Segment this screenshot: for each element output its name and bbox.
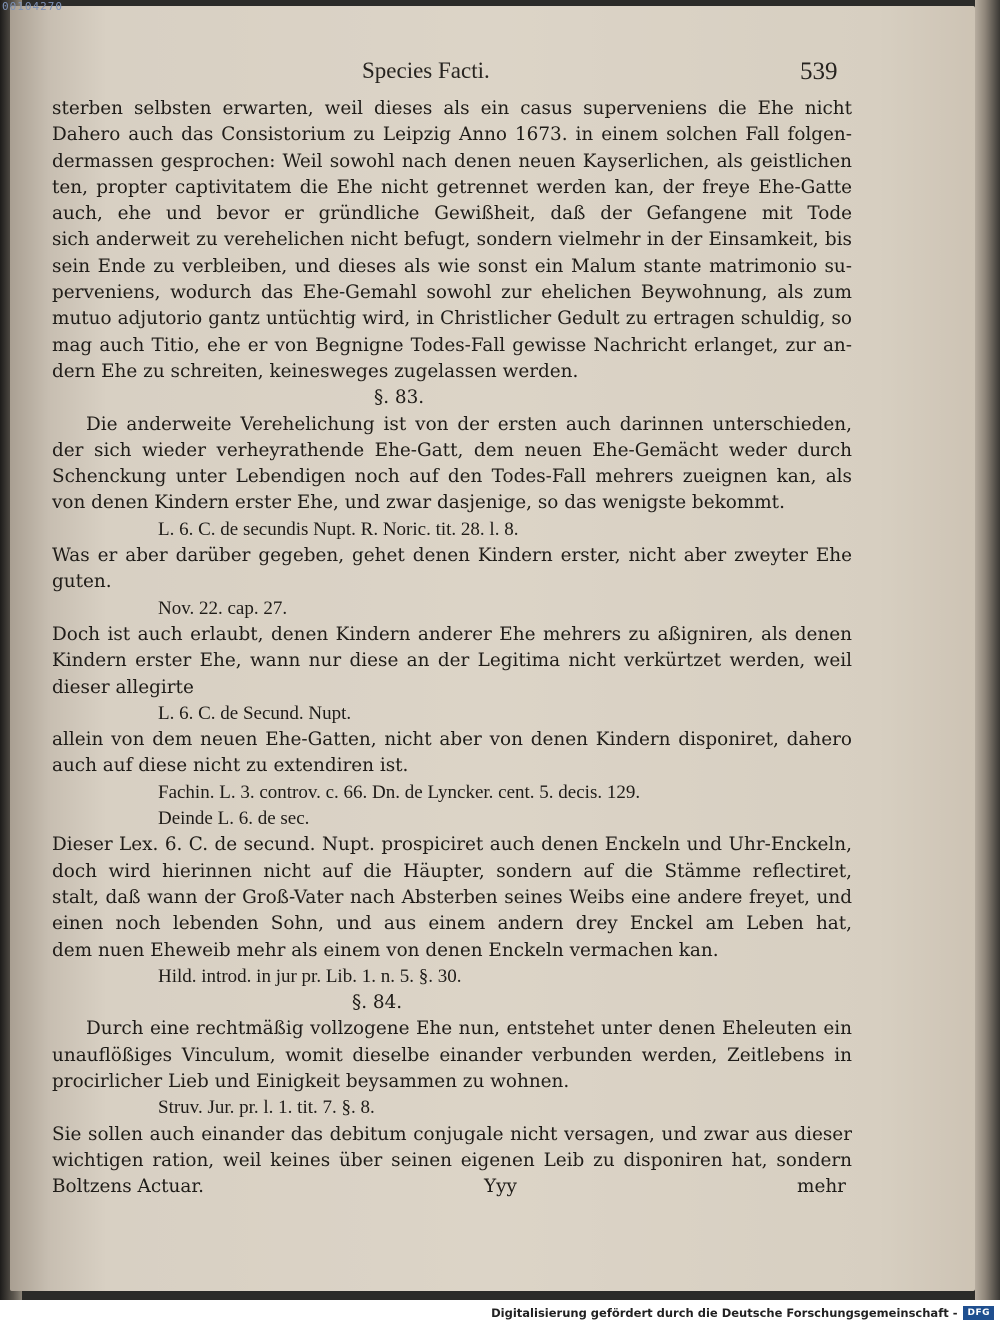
credit-text: Digitalisierung gefördert durch die Deutsche Forschungsgemeinschaft - bbox=[491, 1306, 958, 1320]
footer-signature: Boltzens Actuar. bbox=[52, 1176, 204, 1198]
text-line: doch wird hierinnen nicht auf die Häupter, sondern auf die Stämme reflectiret, bbox=[52, 860, 852, 882]
text-line: von denen Kindern erster Ehe, und zwar dasjenige, so das wenigste bekommt. bbox=[52, 492, 785, 514]
text-line: auch auf diese nicht zu extendiren ist. bbox=[52, 755, 409, 777]
text-line: Durch eine rechtmäßig vollzogene Ehe nun, entstehet unter denen Eheleuten ein bbox=[86, 1018, 852, 1040]
text-line: Nov. 22. cap. 27. bbox=[158, 597, 288, 619]
text-line: §. 83. bbox=[374, 387, 425, 409]
catchword: mehr bbox=[797, 1176, 846, 1198]
signature-mark: Yyy bbox=[484, 1176, 517, 1198]
text-line: Fachin. L. 3. controv. c. 66. Dn. de Lyncker. cent. 5. decis. 129. bbox=[158, 781, 641, 803]
text-line: unauflößiges Vinculum, womit dieselbe einander verbunden werden, Zeitlebens in bbox=[52, 1044, 852, 1066]
text-line: procirlicher Lieb und Einigkeit beysammen zu wohnen. bbox=[52, 1070, 570, 1092]
text-line: dieser allegirte bbox=[52, 676, 194, 698]
scan-code: 00104270 bbox=[2, 0, 63, 13]
text-line: allein von dem neuen Ehe-Gatten, nicht aber von denen Kindern disponiret, dahero bbox=[52, 729, 852, 751]
text-line: Dieser Lex. 6. C. de secund. Nupt. prospiciret auch denen Enckeln und Uhr-Enckeln, bbox=[52, 834, 852, 856]
text-line: sein Ende zu verbleiben, und dieses als wie sonst ein Malum stante matrimonio su- bbox=[52, 255, 852, 277]
text-line: Deinde L. 6. de sec. bbox=[158, 808, 310, 830]
text-line: wichtigen ration, weil keines über seinen eigenen Leib zu disponiren hat, sondern bbox=[52, 1149, 852, 1171]
text-line: Hild. introd. in jur pr. Lib. 1. n. 5. §. 30. bbox=[158, 965, 462, 987]
page-body bbox=[52, 96, 852, 1200]
text-line: Doch ist auch erlaubt, denen Kindern anderer Ehe mehrers zu aßigniren, als denen bbox=[52, 623, 852, 645]
text-line: ten, propter captivitatem die Ehe nicht getrennet werden kan, der freye Ehe-Gatte bbox=[52, 176, 852, 198]
text-line: stalt, daß wann der Groß-Vater nach Absterben seines Weibs eine andere freyet, und bbox=[52, 886, 852, 908]
text-line: dem nuen Eheweib mehr als einem von denen Enckeln vermachen kan. bbox=[52, 939, 719, 961]
dfg-logo: DFG bbox=[963, 1306, 994, 1320]
text-line: Struv. Jur. pr. l. 1. tit. 7. §. 8. bbox=[158, 1097, 375, 1119]
text-line: mutuo adjutorio gantz untüchtig wird, in Christlicher Gedult zu ertragen schuldig, so bbox=[52, 308, 852, 330]
text-line: mag auch Titio, ehe er von Begnigne Todes-Fall gewisse Nachricht erlanget, zur an- bbox=[52, 334, 852, 356]
text-line: Was er aber darüber gegeben, gehet denen Kindern erster, nicht aber zweyter Ehe bbox=[52, 545, 852, 567]
page-footer bbox=[52, 1174, 852, 1200]
running-title: Species Facti. bbox=[362, 58, 490, 83]
text-line: Dahero auch das Consistorium zu Leipzig Anno 1673. in einem solchen Fall folgen- bbox=[52, 124, 852, 146]
credit-bar bbox=[0, 1300, 1000, 1326]
text-line: Schenckung unter Lebendigen noch auf den Todes-Fall mehrers zueignen kan, als bbox=[52, 466, 852, 488]
text-line: dern Ehe zu schreiten, keinesweges zugelassen werden. bbox=[52, 360, 579, 382]
text-line: auch, ehe und bevor er gründliche Gewißheit, daß der Gefangene mit Tode bbox=[52, 203, 852, 225]
text-line: dermassen gesprochen: Weil sowohl nach denen neuen Kayserlichen, als geistlichen bbox=[52, 150, 852, 172]
text-line: der sich wieder verheyrathende Ehe-Gatt, dem neuen Ehe-Gemächt weder durch bbox=[52, 439, 852, 461]
text-line: sich anderweit zu verehelichen nicht befugt, sondern vielmehr in der Einsamkeit, bis bbox=[52, 229, 852, 251]
text-line: Kindern erster Ehe, wann nur diese an der Legitima nicht verkürtzet werden, weil bbox=[52, 650, 852, 672]
text-line: perveniens, wodurch das Ehe-Gemahl sowohl zur ehelichen Beywohnung, als zum bbox=[52, 282, 852, 304]
text-line: L. 6. C. de secundis Nupt. R. Noric. tit. 28. l. 8. bbox=[158, 518, 519, 540]
text-line: L. 6. C. de Secund. Nupt. bbox=[158, 702, 352, 724]
text-line: §. 84. bbox=[352, 992, 403, 1014]
page-number: 539 bbox=[800, 58, 838, 85]
text-line: Sie sollen auch einander das debitum conjugale nicht versagen, und zwar aus dieser bbox=[52, 1123, 852, 1145]
text-line: guten. bbox=[52, 571, 112, 593]
text-line: sterben selbsten erwarten, weil dieses als ein casus superveniens die Ehe nicht bbox=[52, 98, 852, 119]
page-edge bbox=[975, 0, 1000, 1300]
text-line: einen noch lebenden Sohn, und aus einem andern drey Enckel am Leben hat, bbox=[52, 913, 852, 935]
text-line: Die anderweite Verehelichung ist von der ersten auch darinnen unterschieden, bbox=[86, 413, 852, 435]
